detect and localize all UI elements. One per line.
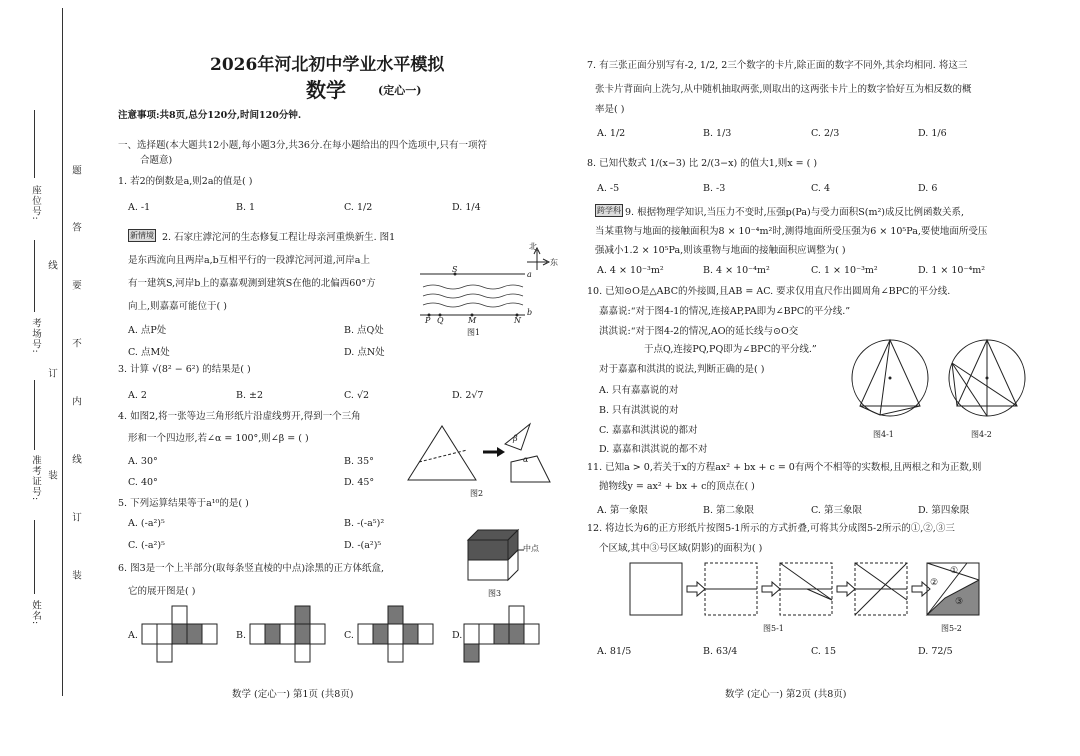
binding-char: 线: [70, 454, 81, 465]
q8-option-b: B. -3: [703, 183, 726, 194]
q1-option-a: A. -1: [128, 202, 151, 213]
question-2-line4: 向上,则嘉嘉可能位于( ): [128, 301, 227, 312]
q4-option-a: A. 30°: [128, 456, 158, 467]
section-heading: 一、选择题(本大题共12小题,每小题3分,共36分.在每小题给出的四个选项中,只有一项符: [118, 140, 488, 151]
question-2-line1: 2. 石家庄滹沱河的生态修复工程让母亲河重焕新生. 图1: [162, 232, 396, 243]
q6-option-c: C.: [344, 630, 354, 641]
question-10-line3: 淇淇说:“对于图4-2的情况,AO的延长线与⊙O交: [599, 326, 799, 337]
question-7-line1: 7. 有三张正面分别写有-2, 1/2, 2三个数字的卡片,除正面的数字不同外,其余均相同. 将这三: [587, 60, 968, 71]
q4-option-d: D. 45°: [344, 477, 375, 488]
q5-option-d: D. -(a²)⁵: [344, 540, 382, 551]
q10-option-a: A. 只有嘉嘉说的对: [599, 385, 679, 396]
question-2-line2: 是东西流向且两岸a,b互相平行的一段滹沱河河道,河岸a上: [128, 255, 370, 266]
q3-option-b: B. ±2: [236, 390, 264, 401]
beta-label: β: [513, 434, 518, 443]
question-4-line2: 形和一个四边形,若∠α = 100°,则∠β = ( ): [128, 433, 309, 444]
question-9-line1: 9. 根据物理学知识,当压力不变时,压强p(Pa)与受力面积S(m²)成反比例函数关系,: [625, 207, 965, 218]
q7-option-c: C. 2/3: [811, 128, 840, 139]
question-5: 5. 下列运算结果等于a¹⁰的是( ): [118, 498, 249, 509]
q1-option-b: B. 1: [236, 202, 256, 213]
q12-option-d: D. 72/5: [918, 646, 953, 657]
binding-char: 装: [70, 570, 81, 581]
question-10-line2: 嘉嘉说:“对于图4-1的情况,连接AP,PA即为∠BPC的平分线.”: [599, 306, 851, 317]
q3-option-a: A. 2: [128, 390, 147, 401]
question-1: 1. 若2的倒数是a,则2a的值是( ): [118, 176, 253, 187]
binding-char: 答: [70, 222, 81, 233]
alpha-label: α: [523, 455, 529, 464]
question-10-line1: 10. 已知⊙O是△ABC的外接圆,且AB = AC. 要求仅用直尺作出圆周角∠BPC的平分线.: [587, 286, 951, 297]
q5-option-a: A. (-a²)⁵: [128, 518, 165, 529]
q11-option-a: A. 第一象限: [597, 505, 648, 516]
figure-2-caption: 图2: [470, 489, 484, 498]
q2-option-b: B. 点Q处: [344, 325, 384, 336]
figure-3-caption: 图3: [488, 589, 502, 598]
q6-net-b: [248, 604, 338, 664]
q2-option-c: C. 点M处: [128, 347, 170, 358]
q4-option-c: C. 40°: [128, 477, 158, 488]
exam-title: 2026年河北初中学业水平模拟: [210, 55, 445, 75]
binding-label: 线: [46, 260, 57, 271]
figure-5-2-caption: 图5-2: [941, 624, 962, 633]
ticket-label: 准考证号:: [30, 455, 41, 502]
figure-1-river: [415, 242, 565, 342]
q6-option-d: D.: [452, 630, 463, 641]
q6-net-a: [140, 604, 230, 664]
question-7-line3: 率是( ): [595, 104, 625, 115]
question-12-line2: 个区域,其中③号区域(阴影)的面积为( ): [599, 543, 763, 554]
binding-char: 要: [70, 280, 81, 291]
page-2-footer: 数学 (定心一) 第2页 (共8页): [725, 689, 847, 700]
question-11-line1: 11. 已知a > 0,若关于x的方程ax² + bx + c = 0有两个不相等的实数根,且两根之和为正数,则: [587, 462, 982, 473]
q11-option-b: B. 第二象限: [703, 505, 755, 516]
question-12-line1: 12. 将边长为6的正方形纸片按图5-1所示的方式折叠,可将其分成图5-2所示的①,②,③三: [587, 523, 955, 534]
q11-option-c: C. 第三象限: [811, 505, 862, 516]
binding-label: 订: [46, 368, 57, 379]
q1-option-c: C. 1/2: [344, 202, 373, 213]
binding-label: 装: [46, 470, 57, 481]
q6-net-c: [356, 604, 446, 664]
question-4-line1: 4. 如图2,将一张等边三角形纸片沿虚线剪开,得到一个三角: [118, 411, 361, 422]
q10-option-b: B. 只有淇淇说的对: [599, 405, 679, 416]
page-2: [575, 0, 1080, 756]
q10-option-c: C. 嘉嘉和淇淇说的都对: [599, 425, 698, 436]
q12-option-c: C. 15: [811, 646, 837, 657]
q9-option-d: D. 1 × 10⁻⁴m²: [918, 265, 986, 276]
point-m: M: [468, 316, 477, 325]
binding-char: 题: [70, 165, 81, 176]
question-2-line3: 有一建筑S,河岸b上的嘉嘉观测到建筑S在他的北偏西60°方: [128, 278, 376, 289]
question-10-line4: 于点Q,连接PQ,PQ即为∠BPC的平分线.”: [644, 344, 817, 355]
q5-option-c: C. (-a²)⁵: [128, 540, 165, 551]
q2-option-d: D. 点N处: [344, 347, 385, 358]
section-heading-cont: 合题意): [140, 155, 173, 166]
midpoint-label: 中点: [523, 544, 539, 553]
notice: 注意事项:共8页,总分120分,时间120分钟.: [118, 110, 302, 121]
q9-option-a: A. 4 × 10⁻³m²: [597, 265, 664, 276]
north-label: 北: [529, 242, 537, 251]
page-1-footer: 数学 (定心一) 第1页 (共8页): [232, 689, 354, 700]
q2-tag: 新情境: [130, 231, 154, 240]
line-b: b: [527, 308, 533, 317]
q6-option-a: A.: [128, 630, 138, 641]
seat-label: 座位号:: [30, 185, 41, 221]
question-10-line5: 对于嘉嘉和淇淇的说法,判断正确的是( ): [599, 364, 765, 375]
binding-char: 不: [70, 338, 81, 349]
question-8: 8. 已知代数式 1/(x−3) 比 2/(3−x) 的值大1,则x = ( ): [587, 158, 818, 169]
q6-net-d: [462, 604, 562, 664]
figure-4-2-circle: [947, 333, 1032, 428]
q3-option-d: D. 2√7: [452, 390, 484, 401]
figure-4-1-circle: [850, 333, 935, 428]
q8-option-c: C. 4: [811, 183, 831, 194]
figure-1-caption: 图1: [467, 328, 481, 337]
subject-title: 数学: [306, 78, 346, 102]
figure-5-folding: [627, 560, 1037, 620]
region-3-label: ③: [955, 597, 964, 607]
line-a: a: [527, 270, 532, 279]
q3-option-c: C. √2: [344, 390, 370, 401]
point-q: Q: [437, 316, 444, 325]
q12-option-a: A. 81/5: [597, 646, 632, 657]
q8-option-d: D. 6: [918, 183, 938, 194]
question-9-line2: 当某重物与地面的接触面积为8 × 10⁻⁴m²时,测得地面所受压强为6 × 10⁵Pa,要使地面所受压: [595, 226, 988, 237]
point-p: P: [425, 316, 431, 325]
q7-option-a: A. 1/2: [597, 128, 626, 139]
question-7-line2: 张卡片背面向上洗匀,从中随机抽取两张,则取出的这两张卡片上的数字恰好互为相反数的概: [595, 84, 972, 95]
q7-option-b: B. 1/3: [703, 128, 732, 139]
version-label: (定心一): [378, 84, 422, 97]
q2-option-a: A. 点P处: [128, 325, 167, 336]
figure-4-2-caption: 图4-2: [971, 430, 992, 439]
binding-char: 内: [70, 396, 81, 407]
q1-option-d: D. 1/4: [452, 202, 481, 213]
q10-option-d: D. 嘉嘉和淇淇说的都不对: [599, 444, 708, 455]
figure-5-1-caption: 图5-1: [763, 624, 784, 633]
point-n: N: [514, 316, 521, 325]
q12-option-b: B. 63/4: [703, 646, 738, 657]
q4-option-b: B. 35°: [344, 456, 374, 467]
q8-option-a: A. -5: [597, 183, 620, 194]
question-9-line3: 强减小1.2 × 10⁵Pa,则该重物与地面的接触面积应调整为( ): [595, 245, 846, 256]
q9-tag: 跨学科: [597, 206, 621, 215]
region-1-label: ①: [950, 566, 959, 576]
question-6-line2: 它的展开图是( ): [128, 586, 196, 597]
question-11-line2: 抛物线y = ax² + bx + c的顶点在( ): [599, 481, 755, 492]
east-label: 东: [550, 258, 558, 267]
region-2-label: ②: [930, 578, 939, 588]
question-6-line1: 6. 图3是一个上半部分(取每条竖直棱的中点)涂黑的正方体纸盒,: [118, 563, 385, 574]
q9-option-b: B. 4 × 10⁻⁴m²: [703, 265, 770, 276]
name-label: 姓名:: [30, 600, 41, 626]
point-s: S: [452, 265, 458, 274]
binding-char: 订: [70, 512, 81, 523]
q7-option-d: D. 1/6: [918, 128, 947, 139]
q11-option-d: D. 第四象限: [918, 505, 970, 516]
figure-4-1-caption: 图4-1: [873, 430, 894, 439]
q9-option-c: C. 1 × 10⁻³m²: [811, 265, 878, 276]
room-label: 考场号:: [30, 318, 41, 354]
figure-3-cube: [466, 528, 536, 586]
question-3: 3. 计算 √(8² − 6²) 的结果是( ): [118, 364, 251, 375]
figure-2-triangle: [405, 422, 555, 492]
q5-option-b: B. -(-a⁵)²: [344, 518, 385, 529]
q6-option-b: B.: [236, 630, 247, 641]
